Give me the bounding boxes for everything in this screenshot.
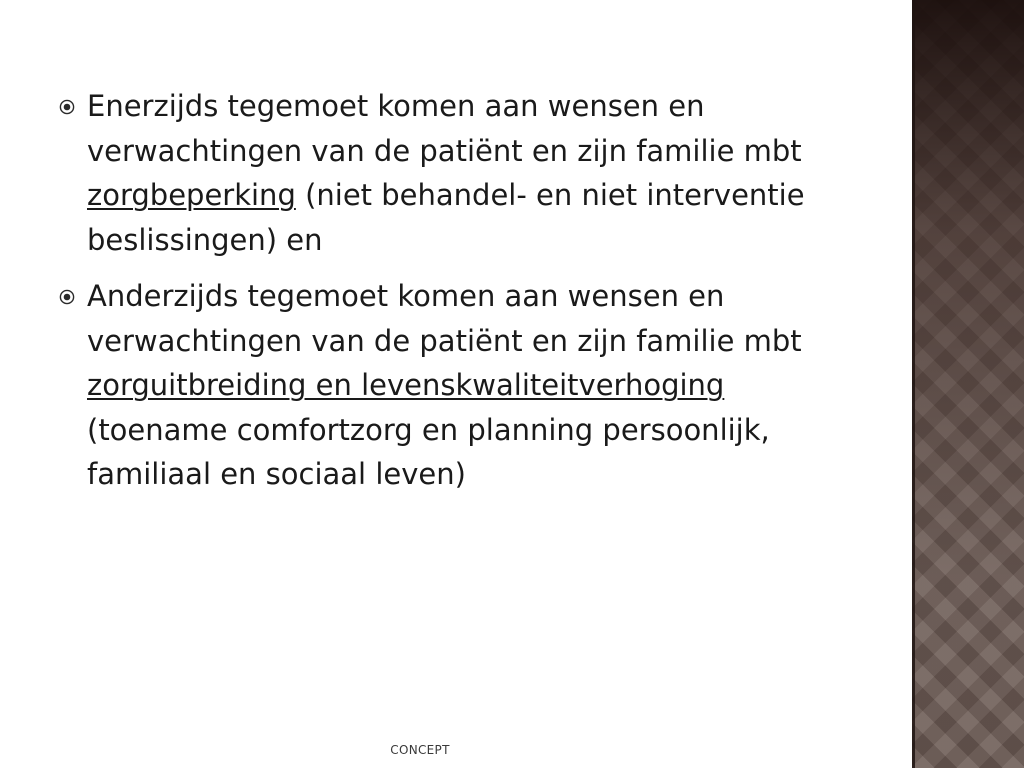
- radio-bullet-icon: [59, 289, 75, 305]
- footer-label: CONCEPT: [390, 743, 450, 757]
- bullet-underlined-term: zorguitbreiding en levenskwaliteitverhoging: [87, 368, 725, 402]
- bullet-underlined-term: zorgbeperking: [87, 178, 296, 212]
- bullet-text: (toename comfortzorg en planning persoonlijk, familiaal en sociaal leven): [87, 412, 770, 491]
- bullet-text: (niet behandel- en niet interventie beslissingen) en: [87, 178, 805, 257]
- bullet-text: Enerzijds tegemoet komen aan wensen en verwachtingen van de patiënt en zijn familie mbt: [87, 89, 802, 168]
- bullet-item: [56, 274, 846, 497]
- bullet-text: Anderzijds tegemoet komen aan wensen en verwachtingen van de patiënt en zijn familie mbt: [87, 279, 802, 358]
- slide-content: [56, 84, 846, 509]
- side-panel-edge: [912, 0, 915, 768]
- bullet-item: [56, 84, 846, 262]
- radio-bullet-icon: [59, 99, 75, 115]
- decorative-side-panel: [912, 0, 1024, 768]
